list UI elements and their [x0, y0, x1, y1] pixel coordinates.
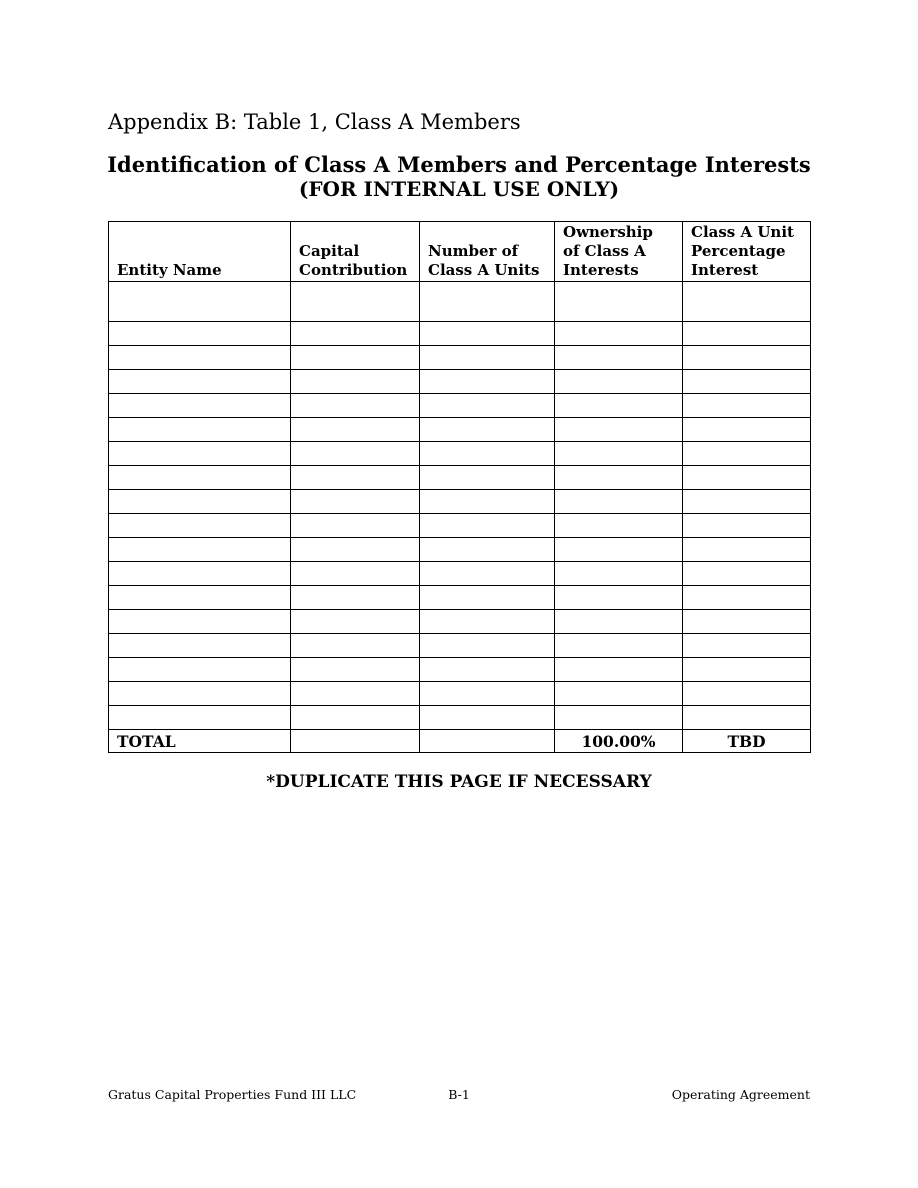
ownership-cell[interactable]: [555, 394, 683, 418]
table-row: [109, 282, 811, 322]
table-row: [109, 610, 811, 634]
entity-name-cell[interactable]: [109, 490, 291, 514]
percentage-interest-cell[interactable]: [683, 562, 811, 586]
capital-contribution-cell[interactable]: [291, 282, 420, 322]
header-line: Interests: [563, 261, 639, 279]
capital-contribution-cell[interactable]: [291, 610, 420, 634]
class-a-units-cell[interactable]: [420, 634, 555, 658]
header-line: of Class A: [563, 242, 646, 260]
percentage-interest-cell[interactable]: [683, 658, 811, 682]
ownership-cell[interactable]: [555, 538, 683, 562]
percentage-interest-cell[interactable]: [683, 418, 811, 442]
table-title: Identification of Class A Members and Percentage Interests: [107, 152, 811, 177]
percentage-interest-cell[interactable]: [683, 322, 811, 346]
table-row: [109, 706, 811, 730]
percentage-interest-cell[interactable]: [683, 610, 811, 634]
class-a-units-cell[interactable]: [420, 322, 555, 346]
column-header-entity-name: [109, 222, 291, 282]
capital-contribution-cell[interactable]: [291, 322, 420, 346]
footer-company-name: Gratus Capital Properties Fund III LLC: [108, 1087, 357, 1102]
entity-name-cell[interactable]: [109, 562, 291, 586]
column-header-capital-contribution: [291, 222, 420, 282]
total-percentage-value: TBD: [683, 730, 811, 753]
duplicate-page-note: *DUPLICATE THIS PAGE IF NECESSARY: [266, 772, 652, 792]
table-row: [109, 346, 811, 370]
percentage-interest-cell[interactable]: [683, 394, 811, 418]
entity-name-cell[interactable]: [109, 538, 291, 562]
table-row: [109, 586, 811, 610]
table-row: [109, 658, 811, 682]
column-header-number-of-units: [420, 222, 555, 282]
column-header-percentage-interest: [683, 222, 811, 282]
header-line: Interest: [691, 261, 759, 279]
ownership-cell[interactable]: [555, 706, 683, 730]
capital-contribution-cell[interactable]: [291, 370, 420, 394]
entity-name-cell[interactable]: [109, 394, 291, 418]
capital-contribution-cell[interactable]: [291, 346, 420, 370]
ownership-cell[interactable]: [555, 562, 683, 586]
entity-name-cell[interactable]: [109, 658, 291, 682]
table-row: [109, 634, 811, 658]
capital-contribution-cell[interactable]: [291, 634, 420, 658]
class-a-units-cell[interactable]: [420, 346, 555, 370]
header-line: Contribution: [299, 261, 408, 279]
entity-name-cell[interactable]: [109, 514, 291, 538]
table-subtitle: (FOR INTERNAL USE ONLY): [298, 177, 620, 201]
class-a-units-cell[interactable]: [420, 370, 555, 394]
entity-name-cell[interactable]: [109, 346, 291, 370]
ownership-cell[interactable]: [555, 682, 683, 706]
percentage-interest-cell[interactable]: [683, 586, 811, 610]
ownership-cell[interactable]: [555, 370, 683, 394]
table-row: [109, 682, 811, 706]
class-a-units-cell[interactable]: [420, 706, 555, 730]
ownership-cell[interactable]: [555, 442, 683, 466]
class-a-units-cell[interactable]: [420, 610, 555, 634]
percentage-interest-cell[interactable]: [683, 282, 811, 322]
class-a-units-cell[interactable]: [420, 514, 555, 538]
capital-contribution-cell[interactable]: [291, 682, 420, 706]
header-row: [109, 222, 811, 282]
table-row: [109, 370, 811, 394]
entity-name-cell[interactable]: [109, 282, 291, 322]
entity-name-cell[interactable]: [109, 418, 291, 442]
capital-contribution-cell[interactable]: [291, 562, 420, 586]
total-capital-cell[interactable]: [291, 730, 420, 753]
ownership-cell[interactable]: [555, 466, 683, 490]
header-line: Ownership: [563, 223, 653, 241]
appendix-label: Appendix B: Table 1, Class A Members: [108, 110, 521, 134]
ownership-cell[interactable]: [555, 322, 683, 346]
capital-contribution-cell[interactable]: [291, 538, 420, 562]
percentage-interest-cell[interactable]: [683, 466, 811, 490]
total-units-cell[interactable]: [420, 730, 555, 753]
entity-name-cell[interactable]: [109, 682, 291, 706]
capital-contribution-cell[interactable]: [291, 490, 420, 514]
table-row: [109, 538, 811, 562]
table-body: [109, 282, 811, 753]
class-a-units-cell[interactable]: [420, 490, 555, 514]
ownership-cell[interactable]: [555, 418, 683, 442]
percentage-interest-cell[interactable]: [683, 346, 811, 370]
table-row: [109, 442, 811, 466]
class-a-units-cell[interactable]: [420, 394, 555, 418]
class-a-units-cell[interactable]: [420, 466, 555, 490]
total-label: TOTAL: [109, 730, 291, 753]
percentage-interest-cell[interactable]: [683, 370, 811, 394]
table-row: [109, 514, 811, 538]
capital-contribution-cell[interactable]: [291, 466, 420, 490]
ownership-cell[interactable]: [555, 346, 683, 370]
capital-contribution-cell[interactable]: [291, 442, 420, 466]
header-line: Entity Name: [117, 261, 222, 279]
table-row: [109, 490, 811, 514]
percentage-interest-cell[interactable]: [683, 538, 811, 562]
header-line: Capital: [299, 242, 360, 260]
footer-document-title: Operating Agreement: [671, 1087, 810, 1102]
percentage-interest-cell[interactable]: [683, 514, 811, 538]
percentage-interest-cell[interactable]: [683, 706, 811, 730]
class-a-members-table: [108, 221, 811, 753]
class-a-units-cell[interactable]: [420, 658, 555, 682]
capital-contribution-cell[interactable]: [291, 586, 420, 610]
capital-contribution-cell[interactable]: [291, 706, 420, 730]
ownership-cell[interactable]: [555, 610, 683, 634]
title-block: [0, 152, 918, 202]
total-ownership-value: 100.00%: [555, 730, 683, 753]
table-row: [109, 466, 811, 490]
footer-page-number: B-1: [448, 1087, 470, 1102]
ownership-cell[interactable]: [555, 490, 683, 514]
percentage-interest-cell[interactable]: [683, 490, 811, 514]
entity-name-cell[interactable]: [109, 466, 291, 490]
entity-name-cell[interactable]: [109, 370, 291, 394]
percentage-interest-cell[interactable]: [683, 442, 811, 466]
percentage-interest-cell[interactable]: [683, 682, 811, 706]
header-line: Class A Unit: [691, 223, 794, 241]
capital-contribution-cell[interactable]: [291, 514, 420, 538]
capital-contribution-cell[interactable]: [291, 418, 420, 442]
class-a-units-cell[interactable]: [420, 442, 555, 466]
ownership-cell[interactable]: [555, 586, 683, 610]
class-a-units-cell[interactable]: [420, 538, 555, 562]
class-a-units-cell[interactable]: [420, 418, 555, 442]
ownership-cell[interactable]: [555, 658, 683, 682]
class-a-units-cell[interactable]: [420, 682, 555, 706]
header-line: Number of: [428, 242, 519, 260]
header-line: Class A Units: [428, 261, 540, 279]
table-row: [109, 394, 811, 418]
class-a-units-cell[interactable]: [420, 586, 555, 610]
ownership-cell[interactable]: [555, 514, 683, 538]
class-a-units-cell[interactable]: [420, 562, 555, 586]
capital-contribution-cell[interactable]: [291, 394, 420, 418]
entity-name-cell[interactable]: [109, 322, 291, 346]
table-row: [109, 322, 811, 346]
column-header-ownership: [555, 222, 683, 282]
entity-name-cell[interactable]: [109, 634, 291, 658]
entity-name-cell[interactable]: [109, 610, 291, 634]
ownership-cell[interactable]: [555, 634, 683, 658]
capital-contribution-cell[interactable]: [291, 658, 420, 682]
class-a-units-cell[interactable]: [420, 282, 555, 322]
entity-name-cell[interactable]: [109, 442, 291, 466]
table-row: [109, 562, 811, 586]
header-line: Percentage: [691, 242, 786, 260]
entity-name-cell[interactable]: [109, 586, 291, 610]
table-row: [109, 418, 811, 442]
ownership-cell[interactable]: [555, 282, 683, 322]
total-row: [109, 730, 811, 753]
entity-name-cell[interactable]: [109, 706, 291, 730]
percentage-interest-cell[interactable]: [683, 634, 811, 658]
